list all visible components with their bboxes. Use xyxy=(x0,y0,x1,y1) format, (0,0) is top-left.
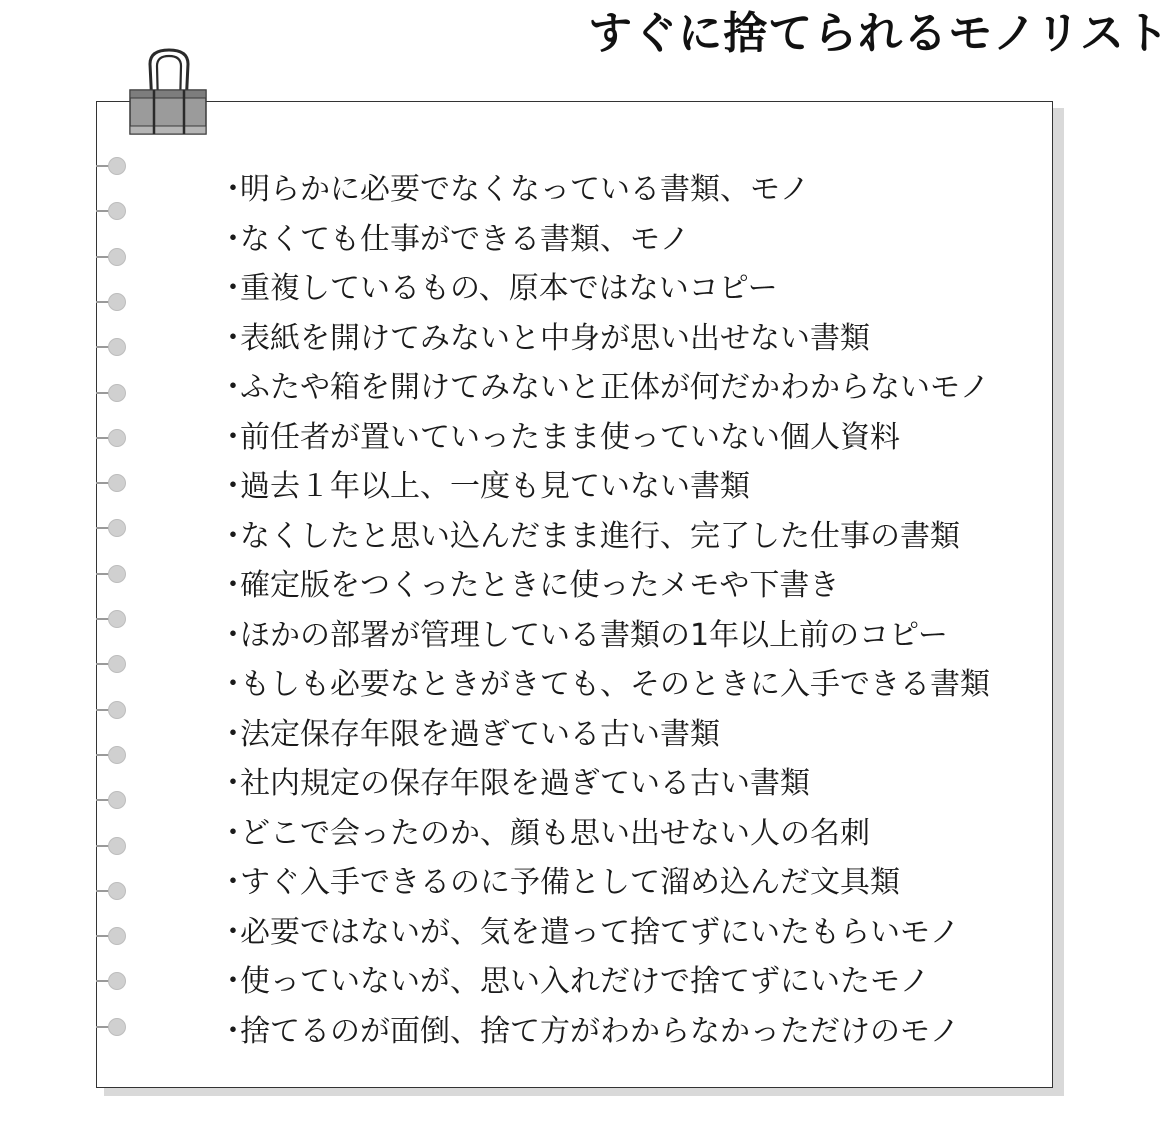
list-item-text: 社内規定の保存年限を過ぎている古い書類 xyxy=(240,766,810,801)
list-item-text: すぐ入手できるのに予備として溜め込んだ文具類 xyxy=(240,865,900,900)
list-item xyxy=(218,908,990,958)
bullet-point: ・ xyxy=(218,964,248,999)
list-item-text: なくしたと思い込んだまま進行、完了した仕事の書類 xyxy=(240,518,960,554)
bullet-point: ・ xyxy=(218,370,248,405)
list-item xyxy=(218,363,990,413)
bullet-point: ・ xyxy=(218,1013,248,1049)
list-item xyxy=(218,462,990,512)
list-item xyxy=(218,165,990,215)
list-item-text: 重複しているもの、原本ではないコピー xyxy=(240,271,778,306)
list-item xyxy=(218,1007,990,1057)
list-item xyxy=(218,561,990,611)
bullet-point: ・ xyxy=(218,221,248,257)
bullet-point: ・ xyxy=(218,766,248,801)
list-item xyxy=(218,858,990,908)
list-item xyxy=(218,809,990,859)
list-item xyxy=(218,215,990,265)
bullet-point: ・ xyxy=(218,914,248,950)
bullet-point: ・ xyxy=(218,419,248,455)
list-item-text: 前任者が置いていったまま使っていない個人資料 xyxy=(240,419,900,455)
list-item xyxy=(218,611,990,661)
bullet-point: ・ xyxy=(218,518,248,554)
bullet-point: ・ xyxy=(218,815,248,851)
list-item-text: 過去１年以上、一度も見ていない書類 xyxy=(240,469,750,504)
list-item xyxy=(218,710,990,760)
bullet-point: ・ xyxy=(218,320,248,356)
list-item xyxy=(218,957,990,1007)
list-item xyxy=(218,264,990,314)
list-item xyxy=(218,512,990,562)
bullet-point: ・ xyxy=(218,172,248,207)
list-item-text: 必要ではないが、気を遣って捨てずにいたもらいモノ xyxy=(240,914,960,950)
list-item-text: 捨てるのが面倒、捨て方がわからなかっただけのモノ xyxy=(240,1013,960,1049)
list-item-text: 確定版をつくったときに使ったメモや下書き xyxy=(240,568,840,603)
bullet-point: ・ xyxy=(218,271,248,306)
item-list xyxy=(218,165,990,1056)
bullet-point: ・ xyxy=(218,617,248,653)
bullet-point: ・ xyxy=(218,865,248,900)
list-item-text: もしも必要なときがきても、そのときに入手できる書類 xyxy=(240,667,990,702)
list-item-text: 法定保存年限を過ぎている古い書類 xyxy=(240,716,720,752)
bullet-point: ・ xyxy=(218,568,248,603)
list-item xyxy=(218,314,990,364)
list-item-text: 表紙を開けてみないと中身が思い出せない書類 xyxy=(240,320,870,356)
list-item-text: 明らかに必要でなくなっている書類、モノ xyxy=(240,172,810,207)
bullet-point: ・ xyxy=(218,469,248,504)
list-item-text: なくても仕事ができる書類、モノ xyxy=(240,221,690,257)
page-title: すぐに捨てられるモノリスト xyxy=(588,8,1170,59)
bullet-point: ・ xyxy=(218,667,248,702)
list-item-text: ふたや箱を開けてみないと正体が何だかわからないモノ xyxy=(240,370,990,405)
list-item-text: どこで会ったのか、顔も思い出せない人の名刺 xyxy=(240,815,870,851)
binder-clip-icon xyxy=(128,44,210,136)
list-item xyxy=(218,759,990,809)
bullet-point: ・ xyxy=(218,716,248,752)
list-item-text: 使っていないが、思い入れだけで捨てずにいたモノ xyxy=(240,964,930,999)
list-item xyxy=(218,660,990,710)
list-item xyxy=(218,413,990,463)
list-item-text: ほかの部署が管理している書類の1年以上前のコピー xyxy=(240,617,948,653)
